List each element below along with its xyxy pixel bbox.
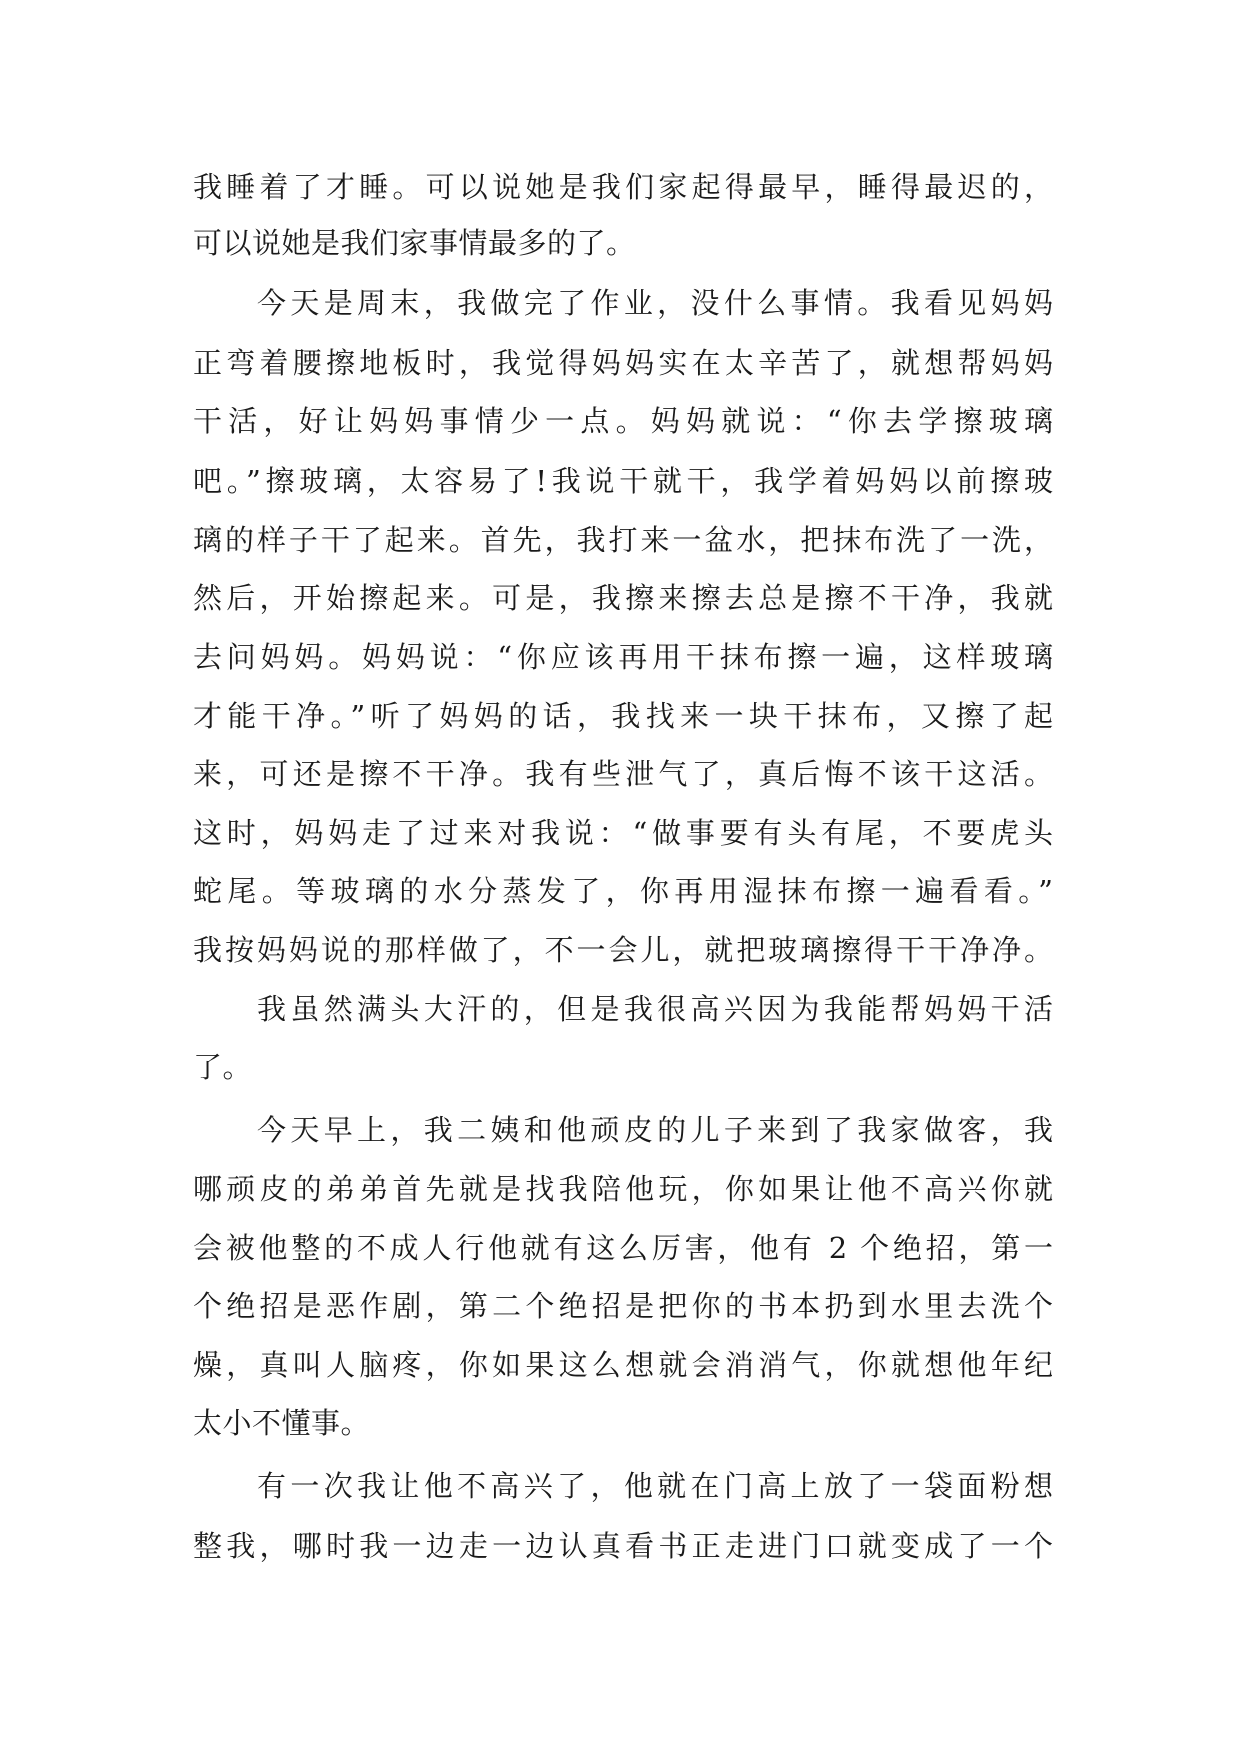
text-line: 正弯着腰擦地板时，我觉得妈妈实在太辛苦了，就想帮妈妈 — [193, 346, 1053, 380]
text-line: 燥，真叫人脑疼，你如果这么想就会消消气，你就想他年纪 — [193, 1348, 1053, 1382]
text-line: 我虽然满头大汗的，但是我很高兴因为我能帮妈妈干活 — [257, 992, 1053, 1026]
text-line: 了。 — [193, 1050, 253, 1084]
text-line: 我睡着了才睡。可以说她是我们家起得最早，睡得最迟的， — [193, 170, 1053, 204]
text-line: 有一次我让他不高兴了，他就在门高上放了一袋面粉想 — [257, 1469, 1053, 1503]
text-line: 个绝招是恶作剧，第二个绝招是把你的书本扔到水里去洗个 — [193, 1289, 1053, 1323]
text-line: 这时，妈妈走了过来对我说：“做事要有头有尾，不要虎头 — [193, 816, 1053, 850]
text-line: 然后，开始擦起来。可是，我擦来擦去总是擦不干净，我就 — [193, 581, 1053, 615]
text-line: 今天早上，我二姨和他顽皮的儿子来到了我家做客，我 — [257, 1113, 1053, 1147]
text-line: 太小不懂事。 — [193, 1406, 371, 1440]
text-line: 会被他整的不成人行他就有这么厉害，他有 2 个绝招，第一 — [193, 1231, 1053, 1265]
text-line: 才能干净。”听了妈妈的话，我找来一块干抹布，又擦了起 — [193, 699, 1053, 733]
text-line: 蛇尾。等玻璃的水分蒸发了，你再用湿抹布擦一遍看看。” — [193, 874, 1053, 908]
text-line: 我按妈妈说的那样做了，不一会儿，就把玻璃擦得干干净净。 — [193, 933, 1053, 967]
text-line: 干活，好让妈妈事情少一点。妈妈就说：“你去学擦玻璃 — [193, 404, 1053, 438]
text-line: 今天是周末，我做完了作业，没什么事情。我看见妈妈 — [257, 286, 1053, 320]
text-line: 哪顽皮的弟弟首先就是找我陪他玩，你如果让他不高兴你就 — [193, 1172, 1053, 1206]
text-line: 来，可还是擦不干净。我有些泄气了，真后悔不该干这活。 — [193, 757, 1053, 791]
text-line: 吧。”擦玻璃，太容易了!我说干就干，我学着妈妈以前擦玻 — [193, 464, 1053, 498]
text-line: 可以说她是我们家事情最多的了。 — [193, 226, 636, 260]
text-line: 整我，哪时我一边走一边认真看书正走进门口就变成了一个 — [193, 1529, 1053, 1563]
text-line: 璃的样子干了起来。首先，我打来一盆水，把抹布洗了一洗， — [193, 523, 1053, 557]
text-line: 去问妈妈。妈妈说：“你应该再用干抹布擦一遍，这样玻璃 — [193, 640, 1053, 674]
